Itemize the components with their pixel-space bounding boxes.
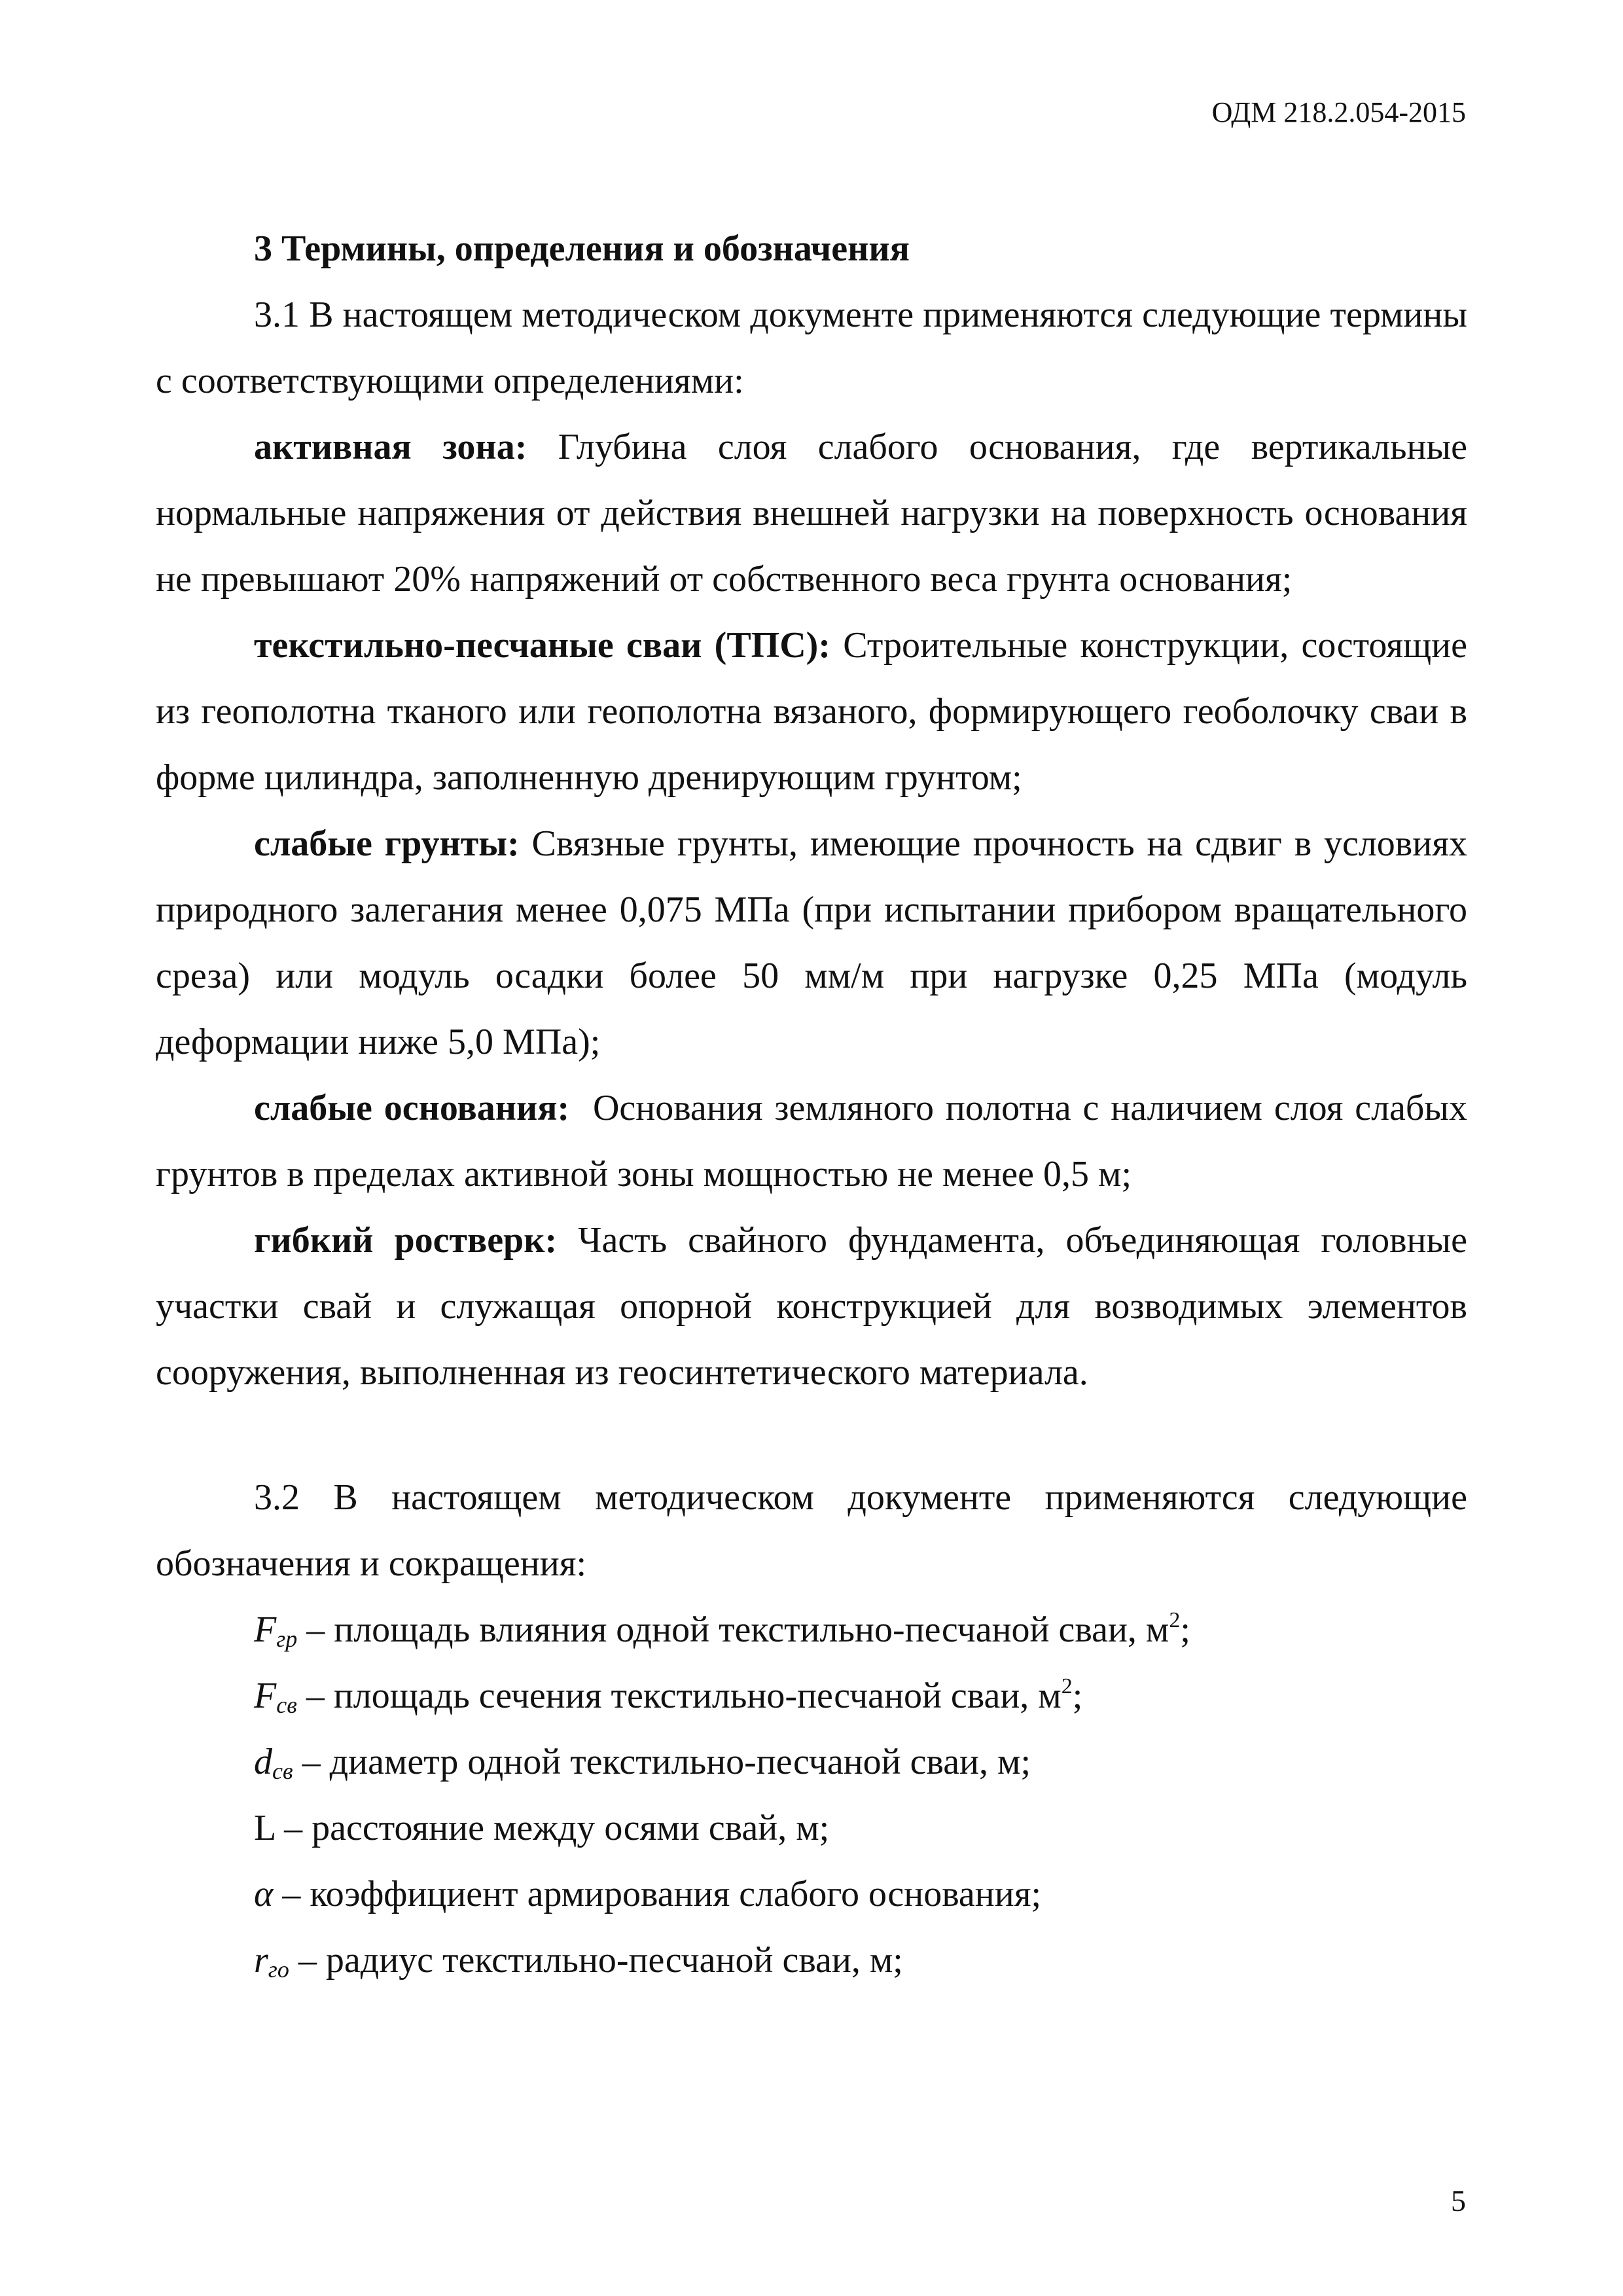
document-code: ОДМ 218.2.054-2015 (1211, 96, 1466, 128)
symbol-description: – площадь влияния одной текстильно-песчаной сваи, м (297, 1609, 1169, 1650)
symbol-description: – радиус текстильно-песчаной сваи, м; (289, 1940, 903, 1981)
superscript: 2 (1061, 1674, 1073, 1698)
symbol-notation: L (254, 1808, 276, 1848)
term-label: слабые грунты: (254, 823, 520, 864)
symbol-f-sv: $F_{св}$ – площадь сечения текстильно-песчаной сваи, $м^2$; (254, 1674, 1083, 1718)
symbol-description: – площадь сечения текстильно-песчаной сваи, м (296, 1676, 1061, 1716)
paragraph-3-2: 3.2 В настоящем методическом документе применяются следующие обозначения и сокращения: (156, 1477, 1467, 1584)
term-definition-weak-soils (156, 811, 1467, 1075)
term-definition-flexible-grillage (156, 1208, 1467, 1406)
term-definition-active-zone (156, 414, 1467, 613)
superscript: 2 (1169, 1608, 1181, 1632)
term-label: гибкий ростверк: (254, 1220, 558, 1261)
term-definition-weak-foundations (156, 1075, 1476, 1208)
term-label: слабые основания: (254, 1088, 570, 1128)
term-label: текстильно-песчаные сваи (ТПС): (254, 625, 830, 666)
term-text: Часть свайного фундамента, объединяющая головные участки свай и служащая опорной конструкцией для возводимых элементов сооружения, выполненная из геосинтетического материала. (156, 1220, 1467, 1393)
term-definition-tps (156, 613, 1467, 811)
symbol-notation: $F_{св}$ (254, 1676, 297, 1718)
paragraph-3-1: 3.1 В настоящем методическом документе применяются следующие термины с соответствующими определениями: (156, 295, 1467, 401)
section-heading: 3 Термины, определения и обозначения (254, 228, 910, 269)
symbol-r-go (156, 1928, 1467, 1994)
symbol-d-sv (156, 1729, 1467, 1795)
symbol-alpha (156, 1861, 1467, 1928)
symbol-notation: $d_{св}$ (254, 1742, 293, 1784)
symbol-description: – диаметр одной текстильно-песчаной сваи, м; (293, 1742, 1031, 1782)
symbol-f-gr: $F_{гр}$ – площадь влияния одной текстильно-песчаной сваи, $м^2$; (254, 1608, 1190, 1652)
term-text: Глубина слоя слабого основания, где вертикальные нормальные напряжения от действия внешней нагрузки на поверхность основания не превышают 20% напряжений от собственного веса грунта основания; (156, 427, 1468, 600)
page-content (156, 216, 1476, 1994)
symbol-notation: $F_{гр}$ (254, 1609, 298, 1652)
symbol-l (156, 1795, 1467, 1861)
symbol-description: – расстояние между осями свай, м; (275, 1808, 830, 1848)
symbol-description: – коэффициент армирования слабого основания; (273, 1874, 1042, 1914)
term-text: Основания земляного полотна с наличием слоя слабых грунтов в пределах активной зоны мощностью не менее 0,5 м; (156, 1088, 1476, 1194)
term-label: активная зона: (254, 427, 527, 467)
paragraph-gap (156, 1406, 1467, 1465)
page-number: 5 (1451, 2184, 1466, 2217)
term-text: Связные грунты, имеющие прочность на сдвиг в условиях природного залегания менее 0,075 МПа (при испытании прибором вращательного среза) или модуль осадки более 50 мм/м при нагрузке 0,25 МПа (модуль деформации ниже 5,0 МПа); (156, 823, 1467, 1062)
symbol-notation: α (254, 1874, 274, 1914)
term-text: Строительные конструкции, состоящие из геополотна тканого или геополотна вязаного, формирующего геоболочку сваи в форме цилиндра, заполненную дренирующим грунтом; (156, 625, 1467, 798)
symbol-notation: $r_{го}$ (254, 1940, 289, 1982)
